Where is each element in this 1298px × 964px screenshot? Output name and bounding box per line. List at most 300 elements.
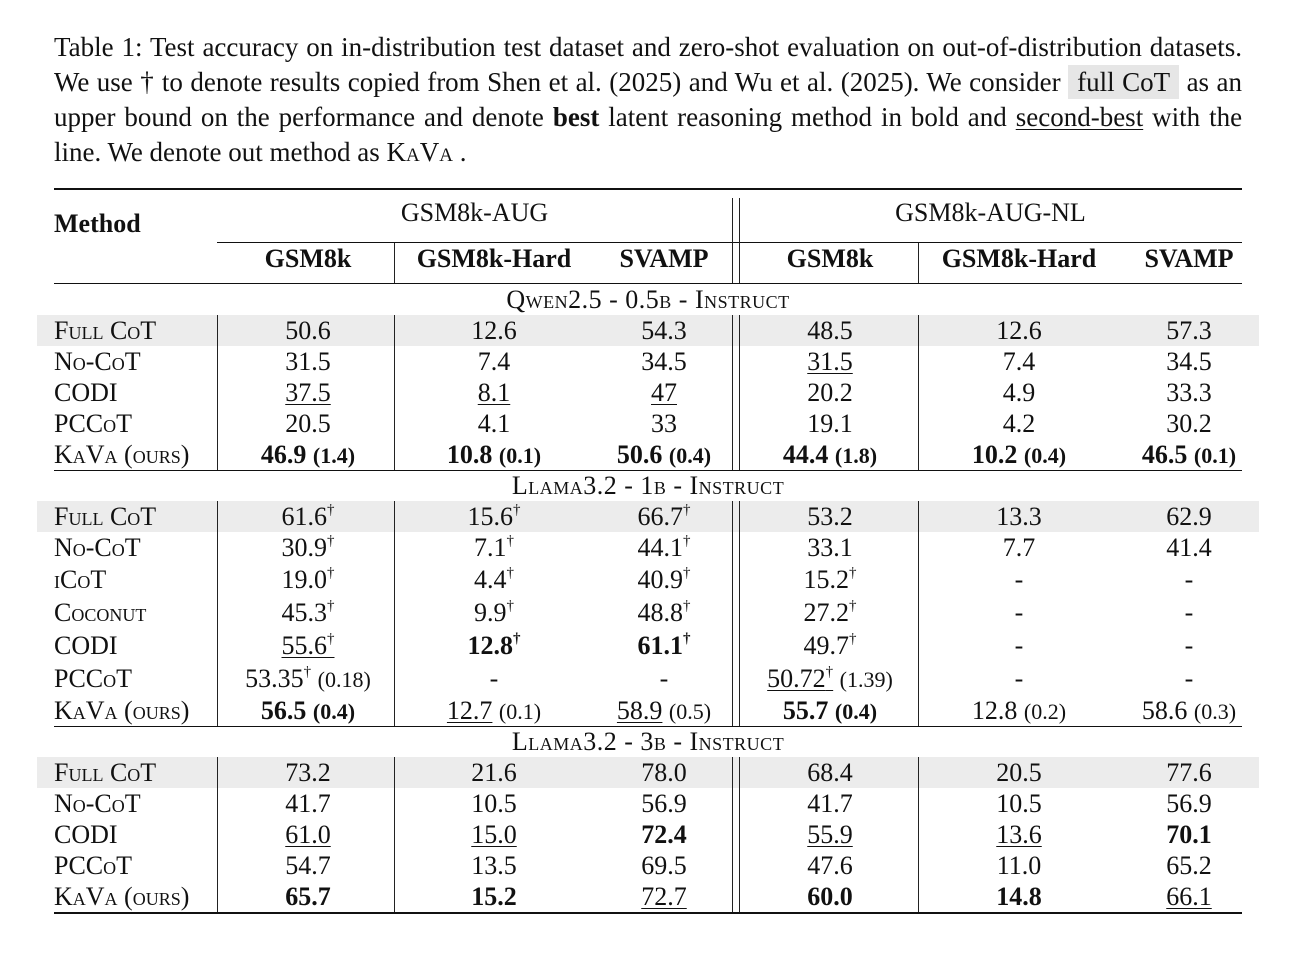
cell-value: 4.2 bbox=[1002, 408, 1036, 438]
cell-value-group bbox=[282, 598, 335, 627]
cell-value: 70.1 bbox=[1166, 819, 1212, 849]
cell-value: 30.9 bbox=[281, 532, 327, 562]
method-full-cot: Full CoT bbox=[54, 315, 157, 345]
cell-value: 41.7 bbox=[285, 788, 331, 818]
header-double-divider-a bbox=[732, 198, 733, 283]
cell-value: 46.9 bbox=[260, 439, 307, 469]
cell-codi-gsm8k-aug-nl-gsm8k bbox=[720, 631, 940, 661]
cell-value: 12.6 bbox=[996, 315, 1042, 345]
cell-value-group bbox=[807, 533, 853, 562]
cell-no-cot-gsm8k-aug-nl-svamp bbox=[1079, 347, 1298, 377]
cell-value: 21.6 bbox=[471, 757, 517, 787]
dagger-mark: † bbox=[327, 501, 335, 518]
cell-value: 41.7 bbox=[807, 788, 853, 818]
cell-pccot-gsm8k-aug-nl-gsm8k bbox=[720, 409, 940, 439]
cell-value: 56.9 bbox=[641, 788, 687, 818]
cell-value-group bbox=[1015, 631, 1024, 660]
cell-value-group bbox=[641, 758, 687, 787]
header-method: Method bbox=[54, 209, 141, 238]
header-col-gsm8k-aug-gsm8k-hard: GSM8k-Hard bbox=[416, 244, 572, 273]
cell-value-group bbox=[285, 851, 331, 880]
body-divider-2 bbox=[918, 757, 919, 912]
cell-value-group bbox=[807, 882, 853, 911]
cell-value-group bbox=[478, 378, 511, 407]
dagger-mark: † bbox=[327, 564, 335, 581]
cell-value: 7.4 bbox=[477, 346, 511, 376]
cell-value-group bbox=[617, 696, 663, 725]
cell-value: 54.3 bbox=[641, 315, 687, 345]
cell-value: 7.7 bbox=[1002, 532, 1036, 562]
cell-value: 34.5 bbox=[641, 346, 687, 376]
std-dev: (0.1) bbox=[498, 698, 542, 724]
cell-value: 33 bbox=[651, 408, 677, 438]
cell-value: 49.7 bbox=[803, 630, 849, 660]
body-divider-method bbox=[217, 501, 218, 726]
dagger-mark: † bbox=[683, 532, 691, 549]
cell-value-group bbox=[972, 440, 1018, 469]
cell-value-group bbox=[638, 565, 691, 594]
cell-value-group bbox=[1185, 565, 1194, 594]
cell-value: 20.5 bbox=[285, 408, 331, 438]
cell-value: 31.5 bbox=[285, 346, 331, 376]
cell-value-group bbox=[1185, 664, 1194, 693]
cell-value: 10.5 bbox=[471, 788, 517, 818]
body-divider-method bbox=[217, 757, 218, 912]
table-caption bbox=[54, 30, 1242, 170]
cell-value-group bbox=[1185, 631, 1194, 660]
body-double-divider-a bbox=[732, 315, 733, 470]
caption-text-1: Test accuracy on in-distribution test dataset and zero-shot evaluation on out-of-distribution datasets. We use † to denote results copied from Shen et al. (2025) and Wu et al. (2025). We consider bbox=[54, 32, 1243, 97]
caption-text-3: latent reasoning method in bold and bbox=[608, 102, 1007, 132]
cell-icot-gsm8k-aug-nl-gsm8k bbox=[720, 565, 940, 595]
cell-value: - bbox=[659, 663, 669, 693]
cell-value: - bbox=[1184, 564, 1194, 594]
cell-value-group bbox=[285, 758, 331, 787]
cell-value-group bbox=[641, 882, 687, 911]
cell-kava-ours-gsm8k-aug-nl-gsm8k bbox=[720, 882, 940, 912]
caption-method-name: KaVa bbox=[386, 137, 453, 167]
cell-value: 55.9 bbox=[807, 819, 853, 849]
cell-value-group bbox=[1003, 347, 1036, 376]
cell-value-group bbox=[1185, 598, 1194, 627]
cell-value-group bbox=[807, 347, 853, 376]
cell-value: 12.8 bbox=[467, 630, 513, 660]
cell-value: 31.5 bbox=[807, 346, 853, 376]
dagger-mark: † bbox=[825, 663, 834, 680]
cell-value: 55.7 bbox=[782, 695, 829, 725]
cell-value-group bbox=[807, 820, 853, 849]
cell-value: 50.72 bbox=[767, 663, 826, 693]
cell-value: 58.9 bbox=[616, 695, 663, 725]
cell-kava-ours-gsm8k-aug-nl-gsm8k bbox=[720, 696, 940, 726]
cell-value: - bbox=[1184, 663, 1194, 693]
std-dev: (1.4) bbox=[312, 442, 356, 468]
cell-value-group bbox=[478, 409, 511, 438]
cell-value: 13.3 bbox=[996, 501, 1042, 531]
cell-value-group bbox=[285, 409, 331, 438]
std-dev: (0.4) bbox=[1023, 442, 1067, 468]
cell-value-group bbox=[285, 347, 331, 376]
method-no-cot: No-CoT bbox=[54, 346, 141, 376]
std-dev: (0.1) bbox=[498, 442, 542, 468]
dagger-mark: † bbox=[849, 630, 857, 647]
section-title-llama3-2-3b-instruct: Llama3.2 - 3b - Instruct bbox=[511, 727, 785, 756]
cell-value: 10.2 bbox=[971, 439, 1018, 469]
cell-value: 46.5 bbox=[1141, 439, 1188, 469]
cell-codi-gsm8k-aug-nl-gsm8k bbox=[720, 820, 940, 850]
cell-value-group bbox=[471, 316, 517, 345]
cell-value-group bbox=[471, 851, 517, 880]
cell-value-group bbox=[660, 664, 669, 693]
cell-value-group bbox=[1003, 378, 1036, 407]
cell-value: 77.6 bbox=[1166, 757, 1212, 787]
cell-value-group bbox=[804, 598, 857, 627]
cell-codi-gsm8k-aug-nl-svamp bbox=[1079, 631, 1298, 661]
cell-value-group bbox=[1166, 533, 1212, 562]
cell-value: 53.35 bbox=[245, 663, 304, 693]
cell-value-group bbox=[1015, 565, 1024, 594]
dagger-mark: † bbox=[327, 597, 335, 614]
cell-pccot-gsm8k-aug-nl-svamp bbox=[1079, 409, 1298, 439]
cell-value-group bbox=[807, 851, 853, 880]
cell-value: 37.5 bbox=[285, 377, 331, 407]
cell-value-group bbox=[468, 502, 521, 531]
cell-kava-ours-gsm8k-aug-nl-svamp bbox=[1079, 440, 1298, 470]
cell-value-group bbox=[447, 440, 493, 469]
cell-value-group bbox=[641, 347, 687, 376]
cell-value: 8.1 bbox=[477, 377, 511, 407]
dagger-mark: † bbox=[849, 564, 857, 581]
cell-value: 44.4 bbox=[782, 439, 829, 469]
cell-codi-gsm8k-aug-nl-gsm8k bbox=[720, 378, 940, 408]
group-rule bbox=[217, 242, 1242, 243]
method-kava-ours: KaVa (ours) bbox=[54, 439, 190, 469]
std-dev: (0.2) bbox=[1023, 698, 1067, 724]
cell-value-group bbox=[996, 758, 1042, 787]
cell-kava-ours-gsm8k-aug-nl-svamp bbox=[1079, 882, 1298, 912]
cell-value: 65.7 bbox=[285, 881, 331, 911]
cell-value: 58.6 bbox=[1141, 695, 1188, 725]
cell-value-group bbox=[471, 789, 517, 818]
cell-value: 66.7 bbox=[637, 501, 683, 531]
cell-value: 57.3 bbox=[1166, 315, 1212, 345]
header-col-gsm8k-aug-nl-svamp: SVAMP bbox=[1144, 244, 1234, 273]
cell-value-group bbox=[804, 631, 857, 660]
cell-value: 47.6 bbox=[807, 850, 853, 880]
cell-value-group bbox=[996, 316, 1042, 345]
cell-value: 7.1 bbox=[474, 532, 507, 562]
cell-value-group bbox=[641, 789, 687, 818]
cell-value: 19.1 bbox=[807, 408, 853, 438]
cell-value: 62.9 bbox=[1166, 501, 1212, 531]
cell-codi-gsm8k-aug-nl-svamp bbox=[1079, 378, 1298, 408]
cell-pccot-gsm8k-aug-nl-svamp bbox=[1079, 851, 1298, 881]
cell-value: 66.1 bbox=[1166, 881, 1212, 911]
cell-value: 9.9 bbox=[474, 597, 507, 627]
cell-value: 15.2 bbox=[803, 564, 849, 594]
cell-value: 10.8 bbox=[446, 439, 493, 469]
dagger-mark: † bbox=[683, 597, 691, 614]
cell-value: 33.1 bbox=[807, 532, 853, 562]
body-divider-2 bbox=[918, 315, 919, 470]
cell-value: 11.0 bbox=[996, 850, 1042, 880]
cell-value-group bbox=[1003, 533, 1036, 562]
cell-value-group bbox=[1142, 440, 1188, 469]
cell-value-group bbox=[807, 502, 853, 531]
cell-value-group bbox=[807, 316, 853, 345]
cell-value: 44.1 bbox=[637, 532, 683, 562]
cell-full-cot-gsm8k-aug-nl-gsm8k bbox=[720, 758, 940, 788]
cell-value: 19.0 bbox=[281, 564, 327, 594]
cell-value-group bbox=[471, 820, 517, 849]
method-full-cot: Full CoT bbox=[54, 757, 157, 787]
cell-no-cot-gsm8k-aug-nl-gsm8k bbox=[720, 533, 940, 563]
cell-value-group bbox=[261, 696, 307, 725]
cell-value: 55.6 bbox=[281, 630, 327, 660]
cell-value-group bbox=[282, 565, 335, 594]
cell-value-group bbox=[474, 565, 514, 594]
cell-pccot-gsm8k-aug-nl-svamp bbox=[1079, 664, 1298, 694]
cell-value-group bbox=[282, 631, 335, 660]
cell-value-group bbox=[490, 664, 499, 693]
body-double-divider-a bbox=[732, 757, 733, 912]
cell-value: 10.5 bbox=[996, 788, 1042, 818]
std-dev: (0.1) bbox=[1193, 442, 1237, 468]
section-title-llama3-2-1b-instruct: Llama3.2 - 1b - Instruct bbox=[511, 471, 785, 500]
cell-pccot-gsm8k-aug-nl-gsm8k bbox=[720, 664, 940, 694]
cell-value-group bbox=[1166, 502, 1212, 531]
cell-value-group bbox=[447, 696, 493, 725]
cell-value: - bbox=[1184, 630, 1194, 660]
dagger-mark: † bbox=[683, 564, 691, 581]
cell-kava-ours-gsm8k-aug-nl-svamp bbox=[1079, 696, 1298, 726]
cell-value-group bbox=[651, 378, 677, 407]
cell-value: 40.9 bbox=[637, 564, 683, 594]
cell-value: 7.4 bbox=[1002, 346, 1036, 376]
dagger-mark: † bbox=[683, 501, 691, 518]
cell-value: 69.5 bbox=[641, 850, 687, 880]
cell-value-group bbox=[972, 696, 1018, 725]
cell-full-cot-gsm8k-aug-nl-gsm8k bbox=[720, 316, 940, 346]
cell-value-group bbox=[996, 502, 1042, 531]
cell-value-group bbox=[996, 789, 1042, 818]
body-divider-1 bbox=[394, 757, 395, 912]
cell-value-group bbox=[285, 316, 331, 345]
cell-full-cot-gsm8k-aug-nl-svamp bbox=[1079, 316, 1298, 346]
cell-no-cot-gsm8k-aug-nl-svamp bbox=[1079, 789, 1298, 819]
cell-value: 53.2 bbox=[807, 501, 853, 531]
caption-second-best: second-best bbox=[1015, 102, 1144, 132]
body-double-divider-b bbox=[739, 501, 740, 726]
cell-value-group bbox=[468, 631, 521, 660]
method-coconut: Coconut bbox=[54, 597, 147, 627]
header-group-gsm8k-aug-nl: GSM8k-AUG-NL bbox=[895, 198, 1086, 227]
dagger-mark: † bbox=[303, 663, 312, 680]
cell-value-group bbox=[285, 378, 331, 407]
cell-value: 61.1 bbox=[637, 630, 683, 660]
cell-value: 15.6 bbox=[467, 501, 513, 531]
method-kava-ours: KaVa (ours) bbox=[54, 881, 190, 911]
cell-value-group bbox=[285, 882, 331, 911]
cell-value-group bbox=[807, 758, 853, 787]
cell-no-cot-gsm8k-aug-nl-svamp bbox=[1079, 533, 1298, 563]
cell-value: 34.5 bbox=[1166, 346, 1212, 376]
cell-value: 47 bbox=[651, 377, 677, 407]
cell-value: 12.7 bbox=[446, 695, 493, 725]
cell-value-group bbox=[1003, 409, 1036, 438]
header-group-gsm8k-aug: GSM8k-AUG bbox=[400, 198, 549, 227]
cell-full-cot-gsm8k-aug-nl-svamp bbox=[1079, 502, 1298, 532]
cell-value: 41.4 bbox=[1166, 532, 1212, 562]
cell-value: 12.8 bbox=[971, 695, 1018, 725]
cell-no-cot-gsm8k-aug-nl-gsm8k bbox=[720, 347, 940, 377]
caption-label: Table 1: bbox=[54, 32, 143, 62]
caption-highlight-full-cot: full CoT bbox=[1068, 65, 1179, 99]
dagger-mark: † bbox=[327, 532, 335, 549]
body-divider-1 bbox=[394, 501, 395, 726]
body-double-divider-b bbox=[739, 757, 740, 912]
cell-value: 48.8 bbox=[637, 597, 683, 627]
cell-value: 27.2 bbox=[803, 597, 849, 627]
cell-codi-gsm8k-aug-nl-svamp bbox=[1079, 820, 1298, 850]
section-title-qwen2-5-0-5b-instruct: Qwen2.5 - 0.5b - Instruct bbox=[506, 285, 790, 314]
dagger-mark: † bbox=[513, 501, 521, 518]
method-no-cot: No-CoT bbox=[54, 532, 141, 562]
cell-value-group bbox=[641, 820, 687, 849]
header-divider-2 bbox=[918, 243, 919, 283]
cell-kava-ours-gsm8k-aug-nl-gsm8k bbox=[720, 440, 940, 470]
std-dev: (0.18) bbox=[317, 666, 371, 692]
cell-value: 4.9 bbox=[1002, 377, 1036, 407]
cell-value-group bbox=[1166, 758, 1212, 787]
cell-value: - bbox=[1014, 597, 1024, 627]
header-col-gsm8k-aug-gsm8k: GSM8k bbox=[264, 244, 352, 273]
cell-coconut-gsm8k-aug-nl-svamp bbox=[1079, 598, 1298, 628]
cell-value: 14.8 bbox=[996, 881, 1042, 911]
method-codi: CODI bbox=[54, 377, 118, 407]
method-full-cot: Full CoT bbox=[54, 501, 157, 531]
cell-value-group bbox=[641, 316, 687, 345]
cell-value: - bbox=[1014, 564, 1024, 594]
cell-value: 33.3 bbox=[1166, 377, 1212, 407]
cell-value-group bbox=[1166, 378, 1212, 407]
cell-value: 72.7 bbox=[641, 881, 687, 911]
cell-value: 20.2 bbox=[807, 377, 853, 407]
cell-value-group bbox=[282, 533, 335, 562]
cell-value-group bbox=[1166, 409, 1212, 438]
header-col-gsm8k-aug-nl-gsm8k-hard: GSM8k-Hard bbox=[941, 244, 1097, 273]
cell-value: 60.0 bbox=[807, 881, 853, 911]
cell-value-group bbox=[807, 378, 853, 407]
cell-value-group bbox=[282, 502, 335, 531]
cell-value-group bbox=[1142, 696, 1188, 725]
cell-value-group bbox=[804, 565, 857, 594]
header-divider-1 bbox=[394, 243, 395, 283]
cell-value-group bbox=[261, 440, 307, 469]
header-col-gsm8k-aug-nl-gsm8k: GSM8k bbox=[786, 244, 874, 273]
cell-value-group bbox=[638, 533, 691, 562]
std-dev: (0.5) bbox=[668, 698, 712, 724]
cell-value: 78.0 bbox=[641, 757, 687, 787]
bottom-rule bbox=[54, 912, 1242, 914]
std-dev: (0.4) bbox=[312, 698, 356, 724]
cell-value-group bbox=[617, 440, 663, 469]
cell-value: - bbox=[1014, 663, 1024, 693]
cell-value-group bbox=[1166, 789, 1212, 818]
cell-value-group bbox=[641, 851, 687, 880]
method-pccot: PCCoT bbox=[54, 850, 133, 880]
std-dev: (0.4) bbox=[668, 442, 712, 468]
method-codi: CODI bbox=[54, 819, 118, 849]
cell-value-group bbox=[285, 820, 331, 849]
cell-value: 61.0 bbox=[285, 819, 331, 849]
cell-value-group bbox=[783, 440, 829, 469]
cell-value-group bbox=[997, 851, 1042, 880]
std-dev: (0.3) bbox=[1193, 698, 1237, 724]
dagger-mark: † bbox=[506, 564, 514, 581]
cell-no-cot-gsm8k-aug-nl-gsm8k bbox=[720, 789, 940, 819]
cell-value-group bbox=[285, 789, 331, 818]
method-no-cot: No-CoT bbox=[54, 788, 141, 818]
cell-value-group bbox=[1166, 882, 1212, 911]
header-double-divider-b bbox=[739, 198, 740, 283]
std-dev: (0.4) bbox=[834, 698, 878, 724]
caption-text-4: with the line. We denote out method as bbox=[54, 102, 1243, 167]
cell-value-group bbox=[1166, 820, 1212, 849]
body-divider-1 bbox=[394, 315, 395, 470]
cell-value: - bbox=[1014, 630, 1024, 660]
cell-value-group bbox=[996, 820, 1042, 849]
cell-value-group bbox=[651, 409, 677, 438]
top-rule bbox=[54, 188, 1242, 190]
cell-value-group bbox=[1166, 316, 1212, 345]
cell-value: 72.4 bbox=[641, 819, 687, 849]
cell-coconut-gsm8k-aug-nl-gsm8k bbox=[720, 598, 940, 628]
cell-value-group bbox=[478, 347, 511, 376]
dagger-mark: † bbox=[506, 597, 514, 614]
cell-value: 56.9 bbox=[1166, 788, 1212, 818]
cell-value-group bbox=[1166, 851, 1212, 880]
cell-value: 4.1 bbox=[477, 408, 511, 438]
header-col-gsm8k-aug-svamp: SVAMP bbox=[619, 244, 709, 273]
cell-value: 13.6 bbox=[996, 819, 1042, 849]
cell-value: 54.7 bbox=[285, 850, 331, 880]
cell-value: 45.3 bbox=[281, 597, 327, 627]
caption-text-2: as an upper bound on the performance and denote bbox=[54, 67, 1243, 132]
cell-value: 15.2 bbox=[471, 881, 517, 911]
body-divider-2 bbox=[918, 501, 919, 726]
std-dev: (1.39) bbox=[839, 666, 893, 692]
method-kava-ours: KaVa (ours) bbox=[54, 695, 190, 725]
cell-value: 50.6 bbox=[616, 439, 663, 469]
dagger-mark: † bbox=[327, 630, 335, 647]
std-dev: (1.8) bbox=[834, 442, 878, 468]
cell-value-group bbox=[996, 882, 1042, 911]
cell-value-group bbox=[245, 664, 311, 693]
cell-value: 12.6 bbox=[471, 315, 517, 345]
cell-value: 56.5 bbox=[260, 695, 307, 725]
cell-value: 73.2 bbox=[285, 757, 331, 787]
cell-icot-gsm8k-aug-nl-svamp bbox=[1079, 565, 1298, 595]
cell-value: 20.5 bbox=[996, 757, 1042, 787]
method-pccot: PCCoT bbox=[54, 408, 133, 438]
cell-value: 4.4 bbox=[474, 564, 507, 594]
cell-value-group bbox=[807, 789, 853, 818]
method-icot: iCoT bbox=[54, 564, 107, 594]
cell-value: 48.5 bbox=[807, 315, 853, 345]
header-rule bbox=[54, 283, 1242, 284]
dagger-mark: † bbox=[849, 597, 857, 614]
